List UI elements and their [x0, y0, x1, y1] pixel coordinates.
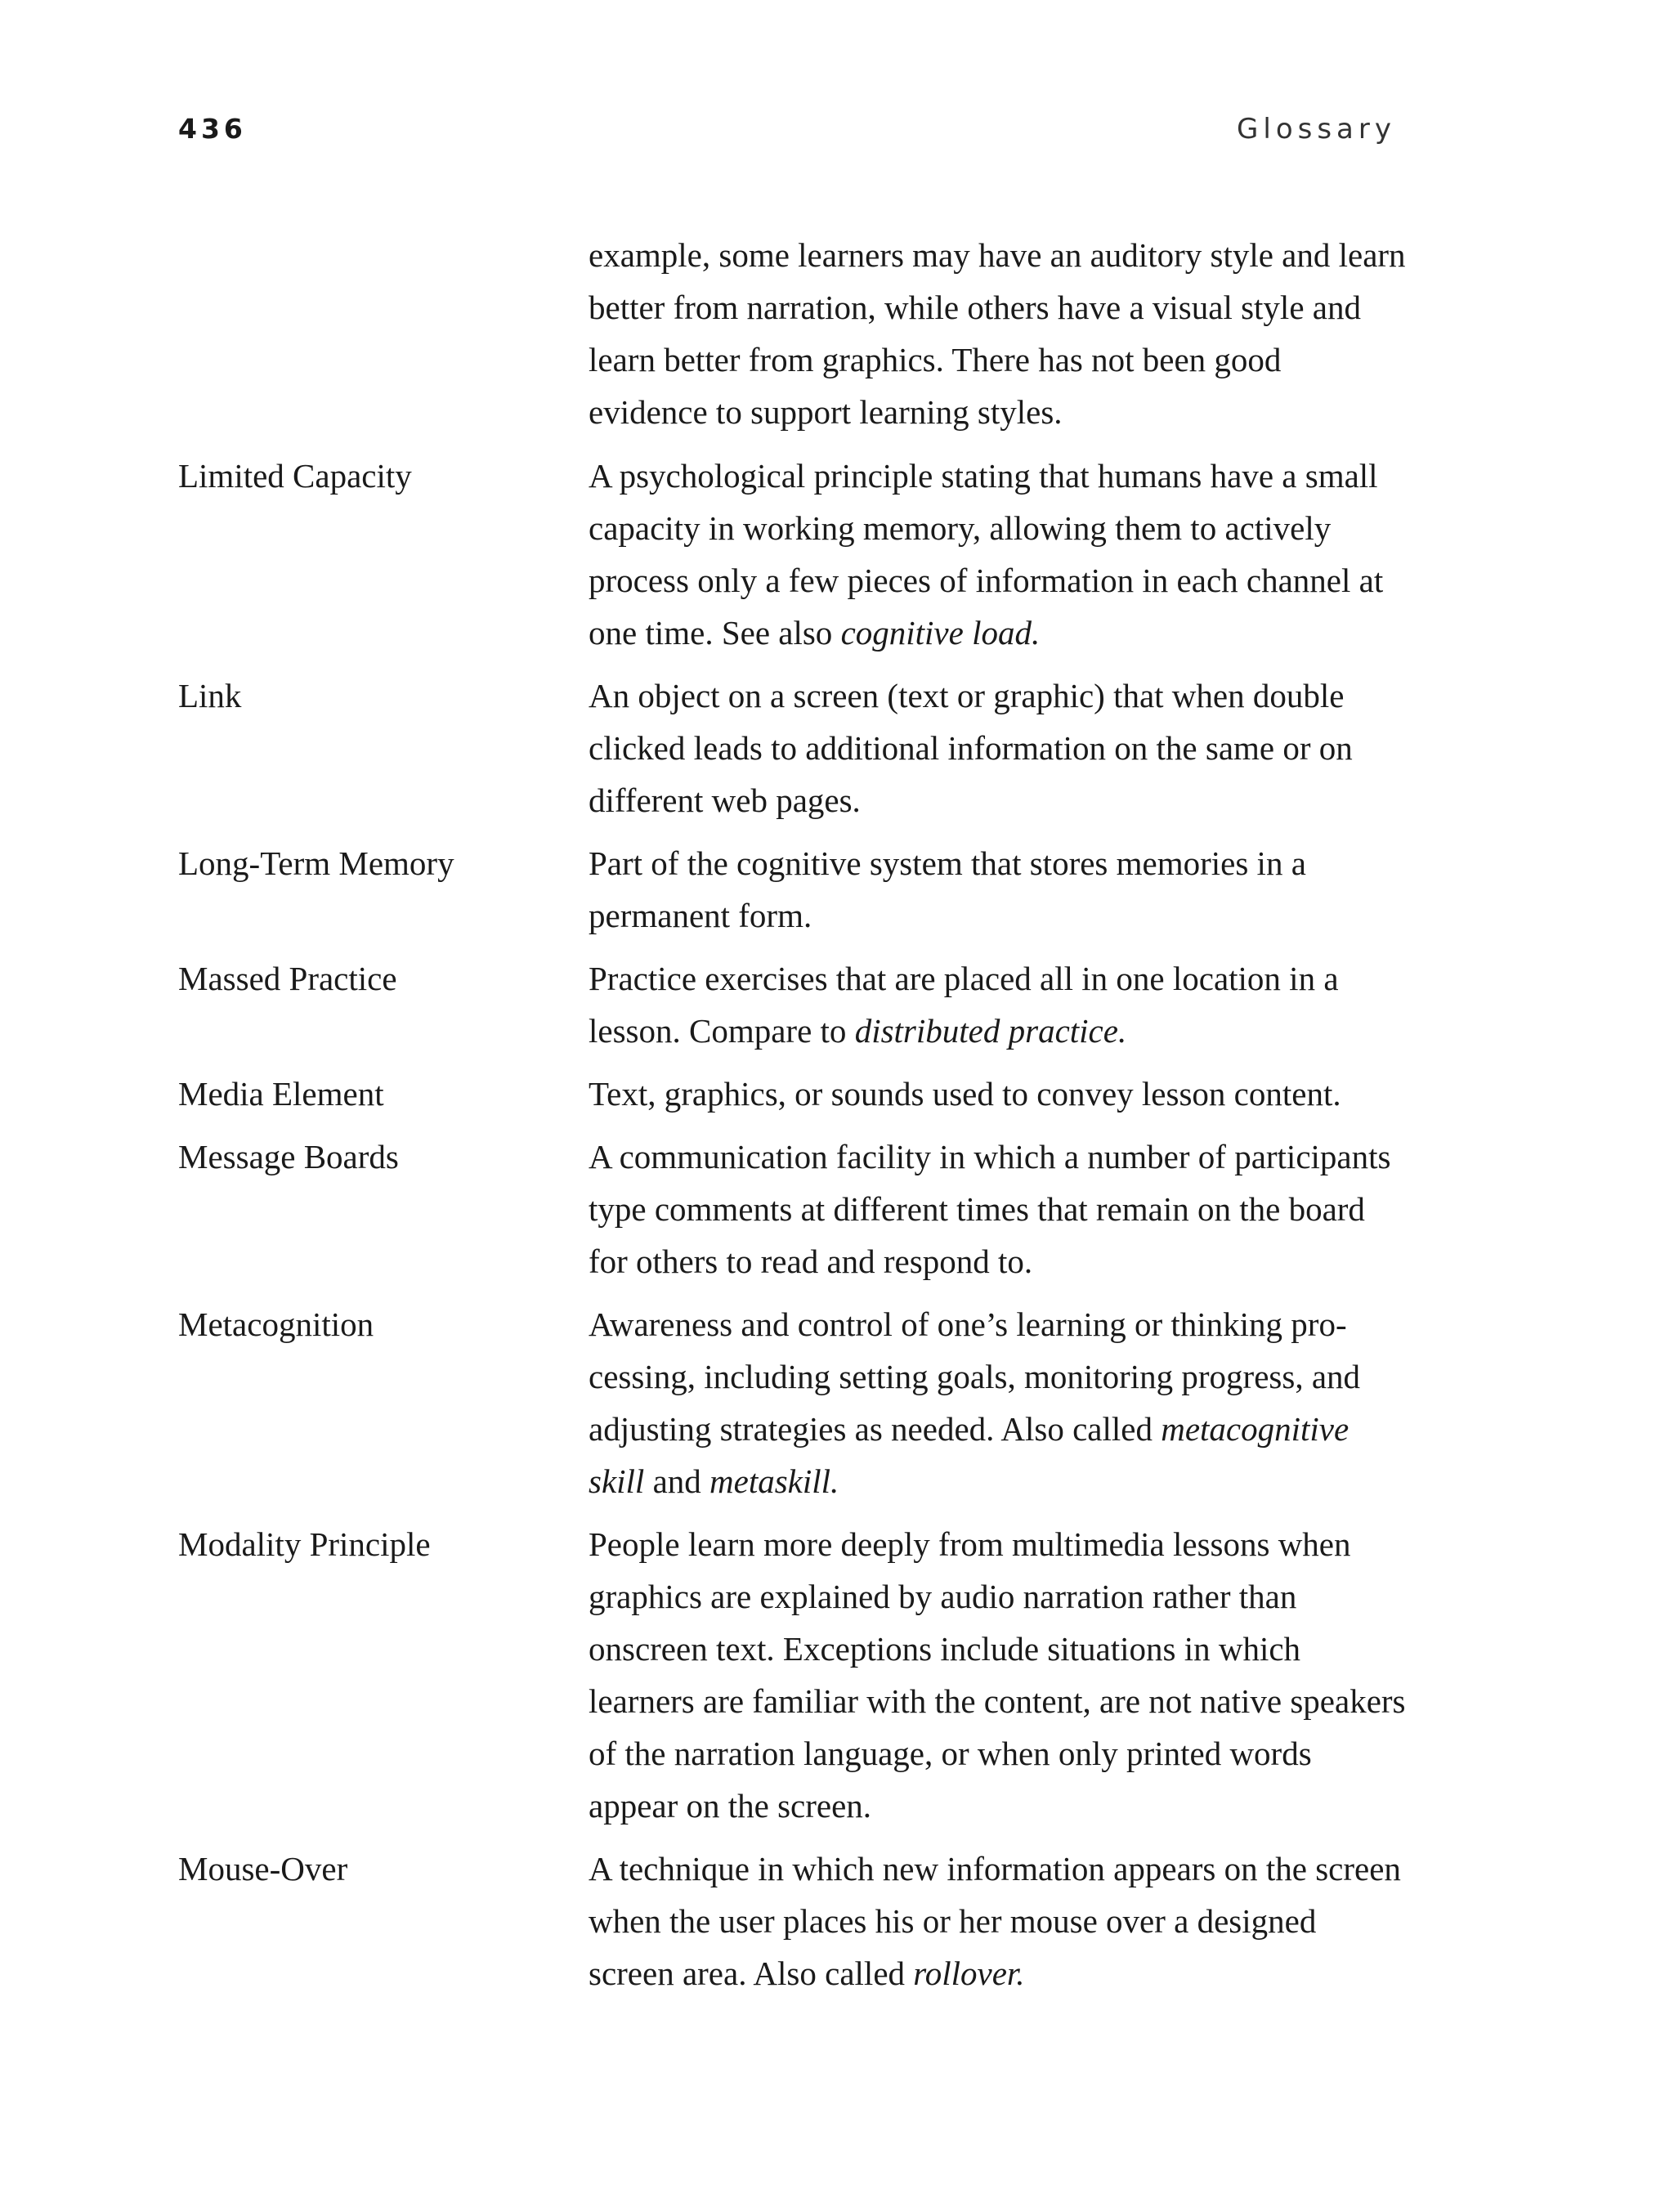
- cross-reference: distributed practice.: [854, 1012, 1127, 1050]
- cross-reference: cognitive load.: [840, 614, 1041, 652]
- glossary-term: Link: [178, 677, 242, 714]
- glossary-term: Massed Practice: [178, 960, 397, 997]
- glossary-definition: [589, 450, 1406, 659]
- continued-definition: example, some learners may have an auditory style and learn better from narration, while others have a visual style and learn better from graphics. There has not been good evidence to support learning styles.: [589, 236, 1406, 431]
- cross-reference: metaskill.: [709, 1462, 839, 1500]
- definition-text: A psychological principle stating that humans have a small capacity in working memory, allowing them to actively process only a few pieces of information in each channel at one time. See also: [589, 457, 1384, 652]
- glossary-term: Message Boards: [178, 1138, 399, 1175]
- glossary-term: Mouse-Over: [178, 1850, 348, 1887]
- glossary-term: Metacognition: [178, 1305, 374, 1343]
- glossary-definition: [589, 1843, 1406, 1999]
- definition-text: Part of the cognitive system that stores memories in a permanent form.: [589, 844, 1306, 934]
- definition-text: Practice exercises that are placed all in one location in a lesson. Compare to: [589, 960, 1339, 1050]
- definition-text: An object on a screen (text or graphic) that when double clicked leads to additional information on the same or on different web pages.: [589, 677, 1353, 819]
- glossary-entry: [178, 450, 1412, 659]
- glossary-term: Long-Term Memory: [178, 844, 454, 882]
- glossary-entry: [178, 669, 1412, 826]
- glossary-definition: [589, 1298, 1406, 1507]
- glossary-entry: [178, 1518, 1412, 1832]
- glossary-definition: [589, 952, 1406, 1057]
- glossary-entry: [178, 952, 1412, 1057]
- glossary-entry: [178, 837, 1412, 942]
- page-number: 436: [178, 113, 247, 145]
- cross-reference: rollover.: [913, 1955, 1025, 1992]
- glossary-definition: [589, 1068, 1406, 1120]
- glossary-entry: [178, 1298, 1412, 1507]
- cross-reference: metacognitive skill: [589, 1410, 1349, 1500]
- glossary-term: Media Element: [178, 1075, 384, 1113]
- definition-text: A technique in which new information appears on the screen when the user places his or her mouse over a designed screen area. Also called: [589, 1850, 1401, 1992]
- glossary-entry: [178, 1843, 1412, 1999]
- glossary-definition: [589, 1518, 1406, 1832]
- glossary-entry: [178, 1068, 1412, 1120]
- glossary-entries: [178, 450, 1412, 2010]
- glossary-term: Modality Principle: [178, 1525, 431, 1563]
- definition-text: and: [644, 1462, 710, 1500]
- running-head: Glossary: [1237, 113, 1396, 146]
- definition-text: Text, graphics, or sounds used to convey lesson content.: [589, 1075, 1341, 1113]
- glossary-definition: [589, 669, 1406, 826]
- page-header: [178, 113, 1396, 154]
- glossary-definition: [589, 1131, 1406, 1287]
- glossary-definition: [589, 837, 1406, 942]
- glossary-entry: [178, 1131, 1412, 1287]
- definition-text: A communication facility in which a number of participants type comments at different times that remain on the board for others to read and respond to.: [589, 1138, 1391, 1280]
- glossary-term: Limited Capacity: [178, 457, 412, 495]
- definition-text: People learn more deeply from multimedia lessons when graphics are explained by audio narration rather than onscreen text. Exceptions include situations in which learners are familiar with the content, are not native speakers of the narration language, or when only printed words appear on the screen.: [589, 1525, 1406, 1825]
- definition-text: Awareness and control of one’s learning or thinking processing, including setting goals, monitoring progress, and adjusting strategies as needed. Also called: [589, 1305, 1361, 1448]
